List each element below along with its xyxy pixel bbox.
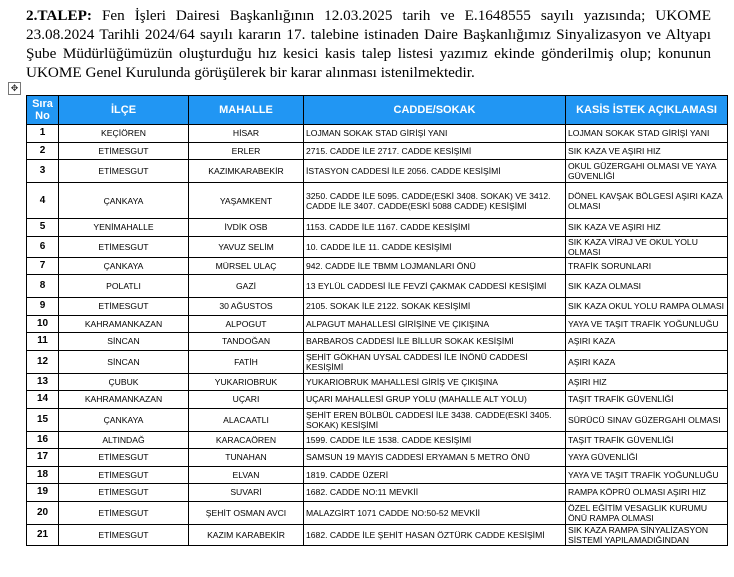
row-ilce: ETİMESGUT xyxy=(59,298,189,316)
row-ilce: ETİMESGUT xyxy=(59,160,189,183)
request-paragraph xyxy=(26,6,711,82)
row-number: 5 xyxy=(27,219,59,237)
row-aciklama: TAŞIT TRAFİK GÜVENLİĞİ xyxy=(566,431,728,449)
row-number: 3 xyxy=(27,160,59,183)
table-row xyxy=(27,125,728,143)
row-aciklama: AŞIRI KAZA xyxy=(566,350,728,373)
table-move-handle-icon[interactable]: ✥ xyxy=(8,82,21,95)
row-cadde: LOJMAN SOKAK STAD GİRİŞİ YANI xyxy=(304,125,566,143)
header-mahalle: MAHALLE xyxy=(189,96,304,125)
row-number: 13 xyxy=(27,373,59,391)
table-row xyxy=(27,449,728,467)
row-ilce: SİNCAN xyxy=(59,350,189,373)
row-number: 6 xyxy=(27,236,59,257)
row-aciklama: AŞIRI KAZA xyxy=(566,333,728,351)
row-aciklama: YAYA GÜVENLİĞİ xyxy=(566,449,728,467)
row-aciklama: SIK KAZA OLMASI xyxy=(566,275,728,298)
row-ilce: ETİMESGUT xyxy=(59,524,189,545)
row-mahalle: UÇARI xyxy=(189,391,304,409)
row-ilce: ÇANKAYA xyxy=(59,257,189,275)
row-mahalle: İVDİK OSB xyxy=(189,219,304,237)
row-mahalle: KAZIM KARABEKİR xyxy=(189,524,304,545)
header-aciklama: KASİS İSTEK AÇIKLAMASI xyxy=(566,96,728,125)
row-cadde: BARBAROS CADDESİ İLE BİLLUR SOKAK KESİŞİMİ xyxy=(304,333,566,351)
header-ilce: İLÇE xyxy=(59,96,189,125)
row-aciklama: LOJMAN SOKAK STAD GİRİŞİ YANI xyxy=(566,125,728,143)
row-ilce: KEÇİÖREN xyxy=(59,125,189,143)
row-number: 9 xyxy=(27,298,59,316)
row-mahalle: 30 AĞUSTOS xyxy=(189,298,304,316)
row-aciklama: YAYA VE TAŞIT TRAFİK YOĞUNLUĞU xyxy=(566,466,728,484)
row-ilce: ETİMESGUT xyxy=(59,449,189,467)
row-cadde: 1599. CADDE İLE 1538. CADDE KESİŞİMİ xyxy=(304,431,566,449)
row-number: 20 xyxy=(27,501,59,524)
table-body xyxy=(27,125,728,546)
row-aciklama: SIK KAZA VE AŞIRI HIZ xyxy=(566,219,728,237)
table-row xyxy=(27,431,728,449)
row-aciklama: AŞIRI HIZ xyxy=(566,373,728,391)
row-number: 16 xyxy=(27,431,59,449)
row-number: 8 xyxy=(27,275,59,298)
table-row xyxy=(27,183,728,219)
table-row xyxy=(27,524,728,545)
row-cadde: ŞEHİT EREN BÜLBÜL CADDESİ İLE 3438. CADDE(ESKİ 3405. SOKAK) KESİŞİMİ xyxy=(304,408,566,431)
row-mahalle: YAVUZ SELİM xyxy=(189,236,304,257)
row-aciklama: TAŞIT TRAFİK GÜVENLİĞİ xyxy=(566,391,728,409)
row-number: 4 xyxy=(27,183,59,219)
row-cadde: 2105. SOKAK İLE 2122. SOKAK KESİŞİMİ xyxy=(304,298,566,316)
row-aciklama: SIK KAZA VİRAJ VE OKUL YOLU OLMASI xyxy=(566,236,728,257)
table-row xyxy=(27,466,728,484)
row-aciklama: RAMPA KÖPRÜ OLMASI AŞIRI HIZ xyxy=(566,484,728,502)
row-cadde: 1819. CADDE ÜZERİ xyxy=(304,466,566,484)
request-lead: 2.TALEP: xyxy=(26,7,92,24)
row-cadde: 942. CADDE İLE TBMM LOJMANLARI ÖNÜ xyxy=(304,257,566,275)
table-row xyxy=(27,373,728,391)
row-number: 10 xyxy=(27,315,59,333)
request-text: Fen İşleri Dairesi Başkanlığının 12.03.2025 tarih ve E.1648555 sayılı yazısında; UKOME 23.08.2024 Tarihli 2024/64 sayılı kararın 17. talebine istinaden Daire Başkanlığımız Sinyalizasyon ve Altyapı Şube Müdürlüğümüzün oluşturduğu hız kesici kasis talep listesi yazımız ekinde gönderilmiş olup; konunun UKOME Genel Kurulunda görüşülerek bir karar alınması istenilmektedir. xyxy=(26,7,711,81)
row-number: 7 xyxy=(27,257,59,275)
row-mahalle: YUKARIOBRUK xyxy=(189,373,304,391)
row-ilce: YENİMAHALLE xyxy=(59,219,189,237)
row-ilce: ALTINDAĞ xyxy=(59,431,189,449)
row-number: 2 xyxy=(27,142,59,160)
row-cadde: SAMSUN 19 MAYIS CADDESİ ERYAMAN 5 METRO ÖNÜ xyxy=(304,449,566,467)
table-row xyxy=(27,391,728,409)
row-mahalle: ŞEHİT OSMAN AVCI xyxy=(189,501,304,524)
row-aciklama: DÖNEL KAVŞAK BÖLGESİ AŞIRI KAZA OLMASI xyxy=(566,183,728,219)
table-row xyxy=(27,219,728,237)
table-row xyxy=(27,333,728,351)
row-cadde: 13 EYLÜL CADDESİ İLE FEVZİ ÇAKMAK CADDESİ KESİŞİMİ xyxy=(304,275,566,298)
row-aciklama: SIK KAZA OKUL YOLU RAMPA OLMASI xyxy=(566,298,728,316)
row-ilce: POLATLI xyxy=(59,275,189,298)
row-mahalle: MÜRSEL ULAÇ xyxy=(189,257,304,275)
row-ilce: ÇANKAYA xyxy=(59,183,189,219)
row-cadde: UÇARI MAHALLESİ GRUP YOLU (MAHALLE ALT YOLU) xyxy=(304,391,566,409)
row-aciklama: SIK KAZA VE AŞIRI HIZ xyxy=(566,142,728,160)
row-cadde: 1153. CADDE İLE 1167. CADDE KESİŞİMİ xyxy=(304,219,566,237)
row-ilce: ÇANKAYA xyxy=(59,408,189,431)
table-row xyxy=(27,257,728,275)
row-cadde: MALAZGİRT 1071 CADDE NO:50-52 MEVKİİ xyxy=(304,501,566,524)
row-mahalle: KARACAÖREN xyxy=(189,431,304,449)
row-mahalle: GAZİ xyxy=(189,275,304,298)
row-mahalle: YAŞAMKENT xyxy=(189,183,304,219)
row-number: 19 xyxy=(27,484,59,502)
row-number: 11 xyxy=(27,333,59,351)
table-row xyxy=(27,350,728,373)
row-cadde: 3250. CADDE İLE 5095. CADDE(ESKİ 3408. SOKAK) VE 3412. CADDE İLE 3407. CADDE(ESKİ 5088 CADDE) KESİŞİMİ xyxy=(304,183,566,219)
row-ilce: ETİMESGUT xyxy=(59,466,189,484)
table-row xyxy=(27,275,728,298)
row-mahalle: SUVARİ xyxy=(189,484,304,502)
row-cadde: İSTASYON CADDESİ İLE 2056. CADDE KESİŞİMİ xyxy=(304,160,566,183)
row-mahalle: HİSAR xyxy=(189,125,304,143)
row-ilce: ETİMESGUT xyxy=(59,236,189,257)
row-aciklama: OKUL GÜZERGAHI OLMASI VE YAYA GÜVENLİĞİ xyxy=(566,160,728,183)
row-number: 12 xyxy=(27,350,59,373)
row-number: 21 xyxy=(27,524,59,545)
row-ilce: ÇUBUK xyxy=(59,373,189,391)
row-number: 1 xyxy=(27,125,59,143)
table-row xyxy=(27,160,728,183)
row-mahalle: FATİH xyxy=(189,350,304,373)
table-row xyxy=(27,484,728,502)
row-mahalle: TANDOĞAN xyxy=(189,333,304,351)
row-ilce: ETİMESGUT xyxy=(59,501,189,524)
row-cadde: ALPAGUT MAHALLESİ GİRİŞİNE VE ÇIKIŞINA xyxy=(304,315,566,333)
row-aciklama: YAYA VE TAŞIT TRAFİK YOĞUNLUĞU xyxy=(566,315,728,333)
row-mahalle: ALPOGUT xyxy=(189,315,304,333)
row-cadde: ŞEHİT GÖKHAN UYSAL CADDESİ İLE İNÖNÜ CADDESİ KESİŞİMİ xyxy=(304,350,566,373)
table-row xyxy=(27,501,728,524)
row-aciklama: TRAFİK SORUNLARI xyxy=(566,257,728,275)
table-row xyxy=(27,236,728,257)
row-aciklama: ÖZEL EĞİTİM VESAGLIK KURUMU ÖNÜ RAMPA OLMASI xyxy=(566,501,728,524)
row-cadde: YUKARIOBRUK MAHALLESİ GİRİŞ VE ÇIKIŞINA xyxy=(304,373,566,391)
row-number: 18 xyxy=(27,466,59,484)
row-mahalle: ALACAATLI xyxy=(189,408,304,431)
row-aciklama: SIK KAZA RAMPA SİNYALİZASYON SİSTEMİ YAPILAMADIĞINDAN xyxy=(566,524,728,545)
row-number: 15 xyxy=(27,408,59,431)
table-row xyxy=(27,408,728,431)
row-cadde: 2715. CADDE İLE 2717. CADDE KESİŞİMİ xyxy=(304,142,566,160)
row-aciklama: SÜRÜCÜ SINAV GÜZERGAHI OLMASI xyxy=(566,408,728,431)
row-number: 17 xyxy=(27,449,59,467)
table-row xyxy=(27,315,728,333)
table-row xyxy=(27,142,728,160)
speed-bump-request-table xyxy=(26,95,728,546)
row-ilce: ETİMESGUT xyxy=(59,142,189,160)
row-mahalle: ELVAN xyxy=(189,466,304,484)
header-cadde: CADDE/SOKAK xyxy=(304,96,566,125)
row-mahalle: KAZIMKARABEKİR xyxy=(189,160,304,183)
row-cadde: 1682. CADDE İLE ŞEHİT HASAN ÖZTÜRK CADDE KESİŞİMİ xyxy=(304,524,566,545)
row-number: 14 xyxy=(27,391,59,409)
row-ilce: KAHRAMANKAZAN xyxy=(59,315,189,333)
row-ilce: KAHRAMANKAZAN xyxy=(59,391,189,409)
row-mahalle: TUNAHAN xyxy=(189,449,304,467)
row-cadde: 10. CADDE İLE 11. CADDE KESİŞİMİ xyxy=(304,236,566,257)
row-ilce: SİNCAN xyxy=(59,333,189,351)
row-mahalle: ERLER xyxy=(189,142,304,160)
header-no: Sıra No xyxy=(27,96,59,125)
table-header-row xyxy=(27,96,728,125)
table-row xyxy=(27,298,728,316)
row-ilce: ETİMESGUT xyxy=(59,484,189,502)
row-cadde: 1682. CADDE NO:11 MEVKİİ xyxy=(304,484,566,502)
